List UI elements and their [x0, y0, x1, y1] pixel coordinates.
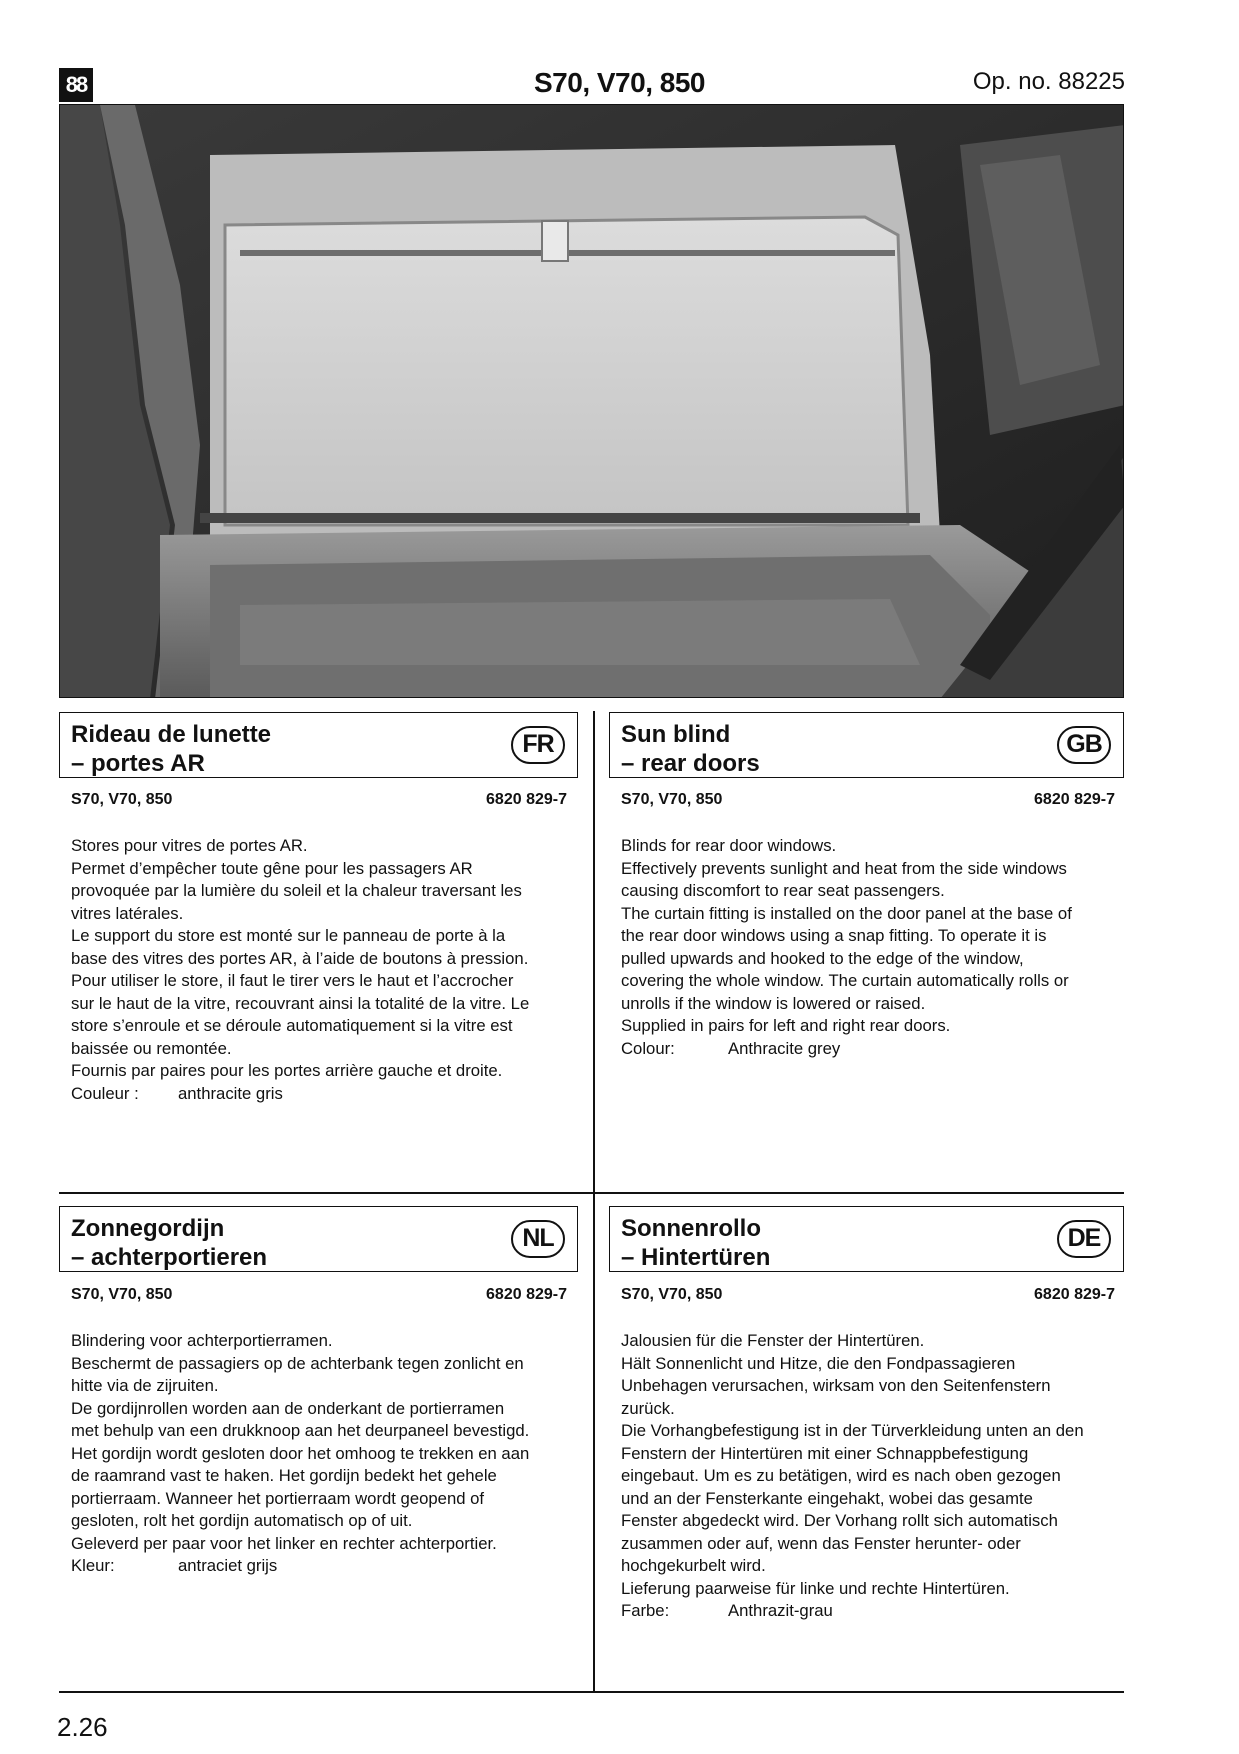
section-header-de: [609, 1206, 1124, 1272]
text-line: unrolls if the window is lowered or raised.: [621, 993, 926, 1013]
text-line: Permet d’empêcher toute gêne pour les passagers AR: [71, 858, 473, 878]
product-photo: [59, 104, 1124, 698]
text-line: Jalousien für die Fenster der Hintertüren.: [621, 1331, 925, 1350]
text-line: und an der Fensterkante eingehakt, wobei das gesamte: [621, 1488, 1033, 1508]
text-line: Fenster abgedeckt wird. Der Vorhang rollt sich automatisch: [621, 1511, 1058, 1530]
text-line: de raamrand vast te haken. Het gordijn bedekt het gehele: [71, 1466, 497, 1485]
text-line: Le support du store est monté sur le panneau de porte à la: [71, 926, 506, 945]
title-line-1: Sonnenrollo: [621, 1215, 761, 1242]
text-line: Pour utiliser le store, il faut le tirer vers le haut et l’accrocher: [71, 971, 514, 990]
brand-logo: 88: [59, 68, 93, 102]
section-title: [621, 720, 760, 778]
colour-row: [621, 1600, 1131, 1623]
text-line: met behulp van een drukknoop aan het deurpaneel bevestigd.: [71, 1421, 530, 1440]
section-title: [71, 1214, 267, 1272]
page-title: S70, V70, 850: [534, 67, 705, 98]
bottom-rule: [59, 1691, 1124, 1693]
text-line: baissée ou remontée.: [71, 1038, 232, 1058]
language-badge-fr: FR: [511, 726, 565, 764]
operation-number: Op. no. 88225: [972, 68, 1125, 95]
text-line: Lieferung paarweise für linke und rechte Hintertüren.: [621, 1578, 1010, 1598]
models-label: S70, V70, 850: [621, 1286, 723, 1303]
title-line-2: – portes AR: [71, 750, 205, 777]
text-line: Fournis par paires pour les portes arrière gauche et droite.: [71, 1061, 503, 1080]
language-badge-de: DE: [1057, 1220, 1111, 1258]
text-line: Fenstern der Hintertüren mit einer Schnappbefestigung: [621, 1443, 1029, 1463]
models-label: S70, V70, 850: [71, 1286, 173, 1303]
text-line: Supplied in pairs for left and right rear doors.: [621, 1016, 951, 1035]
part-number: 6820 829-7: [1034, 791, 1115, 808]
text-line: provoquée par la lumière du soleil et la chaleur traversant les: [71, 881, 522, 900]
text-line: The curtain fitting is installed on the door panel at the base of: [621, 903, 1072, 923]
colour-label: Farbe:: [621, 1601, 670, 1620]
colour-value: anthracite gris: [178, 1083, 283, 1103]
text-line: hochgekurbelt wird.: [621, 1556, 766, 1575]
text-line: Geleverd per paar voor het linker en rechter achterportier.: [71, 1533, 497, 1553]
text-line: zusammen oder auf, wenn das Fenster herunter- oder: [621, 1533, 1021, 1553]
text-line: Het gordijn wordt gesloten door het omhoog te trekken en aan: [71, 1443, 530, 1463]
section-title: [71, 720, 271, 778]
description-gb: [621, 835, 1131, 1060]
description-fr: [71, 835, 581, 1105]
text-line: causing discomfort to rear seat passengers.: [621, 881, 945, 900]
colour-value: antraciet grijs: [178, 1556, 278, 1575]
text-line: Effectively prevents sunlight and heat from the side windows: [621, 858, 1067, 878]
text-line: Hält Sonnenlicht und Hitze, die den Fondpassagieren: [621, 1353, 1016, 1373]
section-title: [621, 1214, 770, 1272]
row-divider: [59, 1192, 1124, 1194]
colour-value: Anthrazit-grau: [728, 1601, 833, 1620]
title-line-2: – achterportieren: [71, 1244, 268, 1271]
part-number: 6820 829-7: [486, 791, 567, 808]
text-line: gesloten, rolt het gordijn automatisch op of uit.: [71, 1511, 413, 1530]
language-badge-gb: GB: [1057, 726, 1111, 764]
text-line: Die Vorhangbefestigung ist in der Türverkleidung unten an den: [621, 1421, 1084, 1440]
column-divider: [593, 711, 595, 1692]
text-line: Blinds for rear door windows.: [621, 836, 837, 855]
text-line: store s’enroule et se déroule automatiquement si la vitre est: [71, 1016, 513, 1035]
colour-row: [71, 1083, 581, 1106]
text-line: Beschermt de passagiers op de achterbank tegen zonlicht en: [71, 1353, 524, 1373]
text-line: hitte via de zijruiten.: [71, 1376, 219, 1395]
text-line: pulled upwards and hooked to the edge of the window,: [621, 948, 1024, 968]
text-line: covering the whole window. The curtain automatically rolls or: [621, 971, 1069, 990]
section-header-fr: [59, 712, 578, 778]
description-nl: [71, 1330, 581, 1578]
text-line: Unbehagen verursachen, wirksam von den Seitenfenstern: [621, 1376, 1051, 1395]
page-number: 2.26: [57, 1712, 108, 1742]
text-line: vitres latérales.: [71, 903, 184, 923]
section-header-nl: [59, 1206, 578, 1272]
language-badge-nl: NL: [511, 1220, 565, 1258]
colour-row: [621, 1038, 1131, 1061]
colour-label: Kleur:: [71, 1556, 115, 1575]
text-line: zurück.: [621, 1398, 675, 1418]
text-line: base des vitres des portes AR, à l’aide de boutons à pression.: [71, 948, 529, 968]
text-line: De gordijnrollen worden aan de onderkant de portierramen: [71, 1398, 505, 1418]
title-line-1: Rideau de lunette: [71, 721, 272, 748]
title-line-2: – Hintertüren: [621, 1244, 771, 1271]
models-label: S70, V70, 850: [621, 791, 723, 808]
colour-label: Colour:: [621, 1038, 675, 1058]
colour-label: Couleur :: [71, 1083, 139, 1103]
photo-icon: [60, 105, 1124, 698]
text-line: the rear door windows using a snap fitting. To operate it is: [621, 926, 1047, 945]
title-line-1: Zonnegordijn: [71, 1215, 225, 1242]
models-label: S70, V70, 850: [71, 791, 173, 808]
text-line: portierraam. Wanneer het portierraam wordt geopend of: [71, 1488, 485, 1508]
description-de: [621, 1330, 1131, 1623]
text-line: sur le haut de la vitre, recouvrant ainsi la totalité de la vitre. Le: [71, 993, 530, 1013]
text-line: eingebaut. Um es zu betätigen, wird es nach oben gezogen: [621, 1466, 1061, 1485]
text-line: Blindering voor achterportierramen.: [71, 1331, 333, 1350]
colour-row: [71, 1555, 581, 1578]
section-header-gb: [609, 712, 1124, 778]
text-line: Stores pour vitres de portes AR.: [71, 836, 308, 855]
part-number: 6820 829-7: [486, 1286, 567, 1303]
part-number: 6820 829-7: [1034, 1286, 1115, 1303]
colour-value: Anthracite grey: [728, 1038, 841, 1058]
title-line-2: – rear doors: [621, 750, 760, 777]
title-line-1: Sun blind: [621, 721, 731, 748]
